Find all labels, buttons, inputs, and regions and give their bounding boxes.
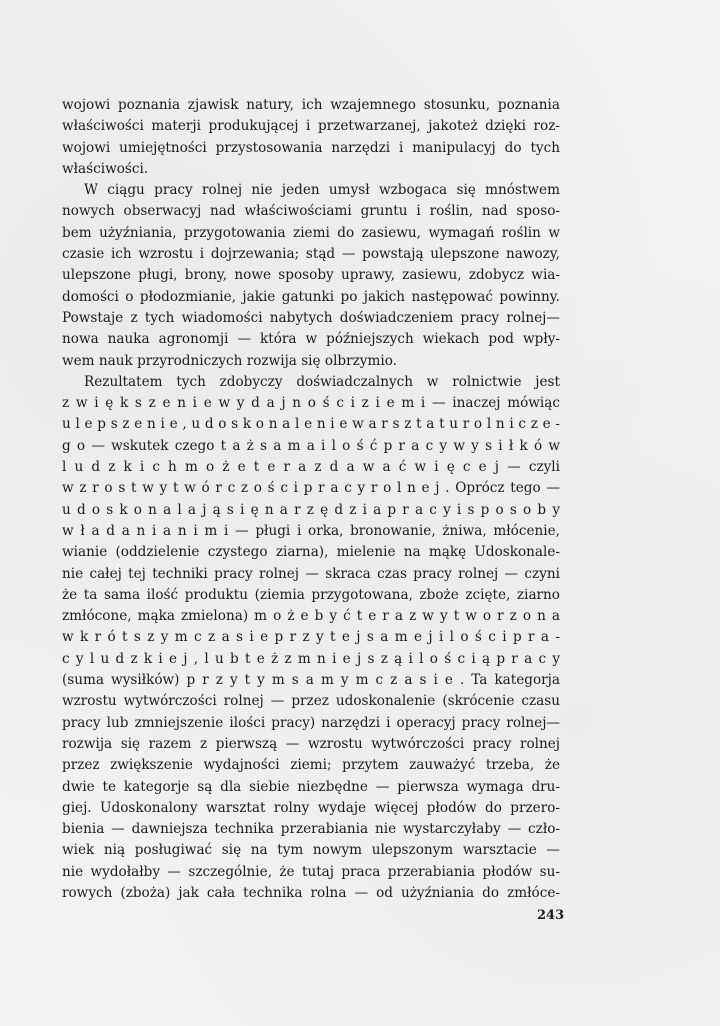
text-line: wianie (oddzielenie czystego ziarna), mielenie na mąkę Udoskonale-: [62, 544, 560, 561]
text-line: właściwości.: [62, 160, 149, 177]
text-line: nie całej tej techniki pracy rolnej — skraca czas pracy rolnej — czyni: [62, 565, 560, 582]
text-line: że ta sama ilość produktu (ziemia przygotowana, zboże zcięte, ziarno: [62, 586, 560, 603]
text-line: wiek nią posługiwać się na tym nowym ulepszonym warsztacie —: [62, 842, 560, 859]
text-line: z w i ę k s z e n i e w y d a j n o ś c i z i e m i — inaczej mówiąc: [62, 395, 560, 412]
text-line: u d o s k o n a l a j ą s i ę n a r z ę d z i a p r a c y i s p o s o b y: [62, 501, 560, 518]
text-line: domości o płodozmianie, jakie gatunki po jakich następować powinny.: [62, 288, 560, 305]
text-line: c y l u d z k i e j , l u b t e ż z m n i e j s z ą i l o ś c i ą p r a c y: [62, 650, 560, 667]
text-line: l u d z k i c h m o ż e t e r a z d a w a ć w i ę c e j — czyli: [62, 459, 560, 476]
text-line: wem nauk przyrodniczych rozwija się olbrzymio.: [62, 352, 397, 369]
text-line: g o — wskutek czego t a ż s a m a i l o ś ć p r a c y w y s i ł k ó w: [62, 437, 560, 454]
text-line: W ciągu pracy rolnej nie jeden umysł wzbogaca się mnóstwem: [84, 182, 560, 199]
body-text: [62, 95, 560, 904]
text-line: nie wydołałby — szczególnie, że tutaj praca przerabiania płodów su-: [62, 863, 560, 880]
text-line: właściwości materji produkującej i przetwarzanej, jakoteż dzięki roz-: [62, 118, 560, 135]
text-line: nowa nauka agronomji — która w późniejszych wiekach pod wpły-: [62, 331, 560, 348]
text-line: bem użyźniania, przygotowania ziemi do zasiewu, wymagań roślin w: [62, 224, 560, 241]
text-line: ulepszone pługi, brony, nowe sposoby uprawy, zasiewu, zdobycz wia-: [62, 267, 560, 284]
text-line: rozwija się razem z pierwszą — wzrostu wytwórczości pracy rolnej: [62, 735, 560, 752]
text-line: wojowi umiejętności przystosowania narzędzi i manipulacyj do tych: [62, 139, 560, 156]
text-line: wzrostu wytwórczości rolnej — przez udoskonalenie (skrócenie czasu: [62, 693, 560, 710]
text-line: (suma wysiłków) p r z y t y m s a m y m c z a s i e . Ta kategorja: [62, 672, 560, 689]
text-line: zmłócone, mąka zmielona) m o ż e b y ć t e r a z w y t w o r z o n a: [62, 608, 560, 625]
paragraph: [62, 372, 560, 904]
text-line: pracy lub zmniejszenie ilości pracy) narzędzi i operacyj pracy rolnej—: [62, 714, 560, 731]
text-line: w k r ó t s z y m c z a s i e p r z y t e j s a m e j i l o ś c i p r a -: [62, 629, 560, 646]
text-line: wojowi poznania zjawisk natury, ich wzajemnego stosunku, poznania: [62, 97, 560, 113]
text-line: w z r o s t w y t w ó r c z o ś c i p r a c y r o l n e j . Oprócz tego —: [62, 480, 560, 497]
paragraph: [62, 95, 560, 180]
page-number: 243: [537, 908, 565, 923]
text-line: bienia — dawniejsza technika przerabiania nie wystarczyłaby — czło-: [62, 821, 560, 838]
paragraph: [62, 180, 560, 372]
text-line: giej. Udoskonalony warsztat rolny wydaje więcej płodów do przero-: [62, 799, 560, 816]
text-line: czasie ich wzrostu i dojrzewania; stąd — powstają ulepszone nawozy,: [62, 246, 560, 263]
text-line: w ł a d a n i a n i m i — pługi i orka, bronowanie, żniwa, młócenie,: [62, 522, 560, 539]
text-line: Powstaje z tych wiadomości nabytych doświadczeniem pracy rolnej—: [62, 309, 560, 326]
text-line: rowych (zboża) jak cała technika rolna — od użyźniania do zmłóce-: [62, 884, 560, 901]
text-line: dwie te kategorje są dla siebie niezbędne — pierwsza wymaga dru-: [62, 778, 560, 795]
text-line: nowych obserwacyj nad właściwościami gruntu i roślin, nad sposo-: [62, 203, 560, 220]
text-line: przez zwiększenie wydajności ziemi; przytem zauważyć trzeba, że: [62, 757, 560, 774]
text-line: u l e p s z e n i e , u d o s k o n a l e n i e w a r s z t a t u r o l n i c z e -: [62, 416, 560, 433]
text-line: Rezultatem tych zdobyczy doświadczalnych w rolnictwie jest: [84, 373, 560, 390]
